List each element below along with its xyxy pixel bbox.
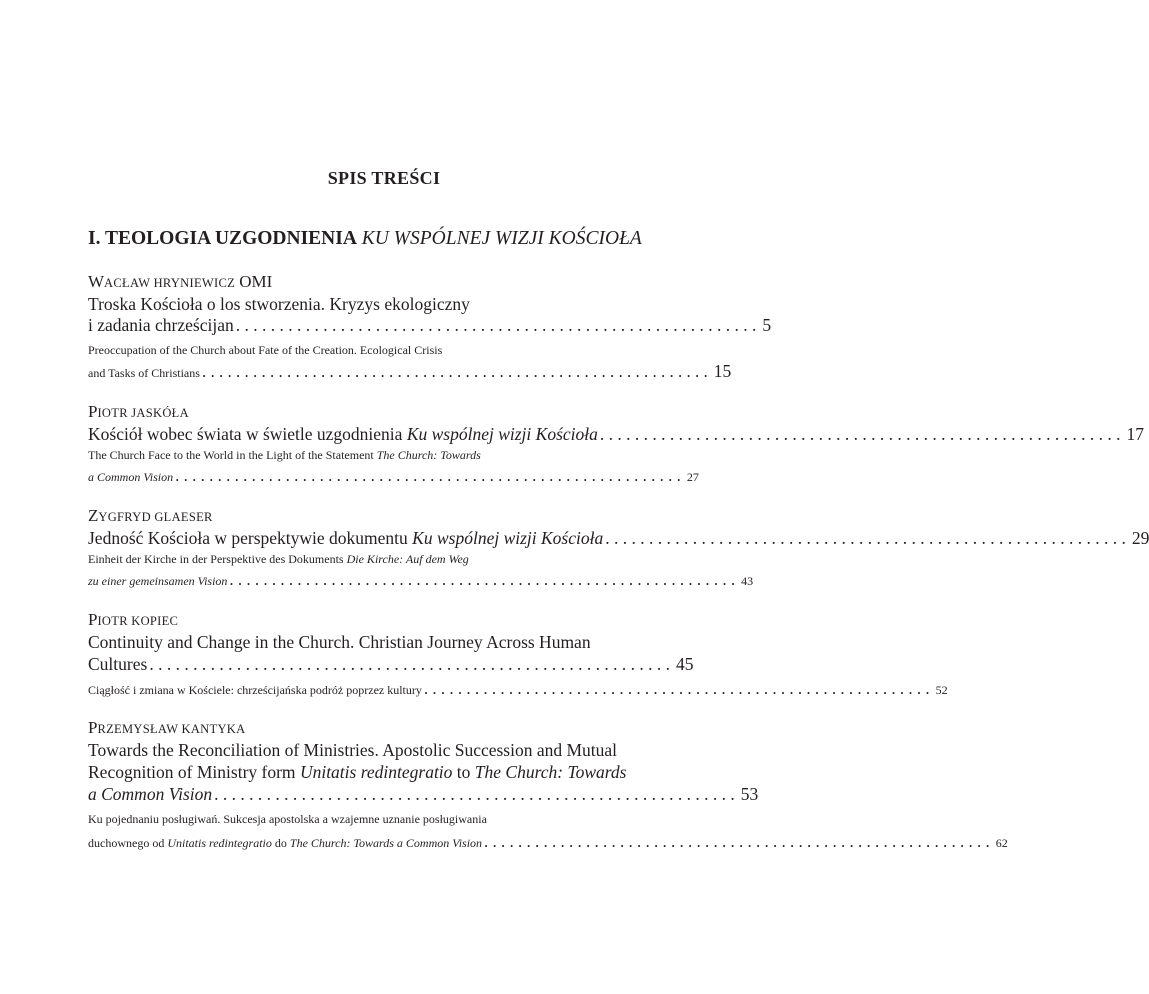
translation-text: Einheit der Kirche in der Perspektive des Dokuments xyxy=(88,552,347,566)
author-suffix: OMI xyxy=(239,272,273,291)
entry-title-line xyxy=(88,762,627,783)
entry-title-line xyxy=(88,424,598,445)
entry-author xyxy=(88,272,272,292)
title-italic-text: Ku wspólnej wizji Kościoła xyxy=(406,424,598,444)
translation-italic-text: The Church: Towards xyxy=(376,448,481,462)
author-initial: P xyxy=(88,718,98,737)
title-text: Jedność Kościoła w perspektywie dokumentu xyxy=(88,528,413,548)
dot-leader: . . . . . . . . . . . . . . . . . . . . . . . . . . . . . . . . . . . . . . . . . . . . . . . . . . . . . . . . . . . . xyxy=(229,570,736,589)
entry-author xyxy=(88,506,213,526)
page-number: 27 xyxy=(686,470,699,484)
entry-author xyxy=(88,610,178,630)
entry-translation-line xyxy=(88,448,481,463)
title-text: Recognition of Ministry form xyxy=(88,762,300,782)
title-italic-text: Ku wspólnej wizji Kościoła xyxy=(412,528,604,548)
entry-title-line: Towards the Reconciliation of Ministries. Apostolic Succession and Mutual xyxy=(88,740,618,760)
page-number: 52 xyxy=(935,683,948,697)
title-text: to xyxy=(452,762,475,782)
author-initial: W xyxy=(88,272,105,291)
title-italic-text: The Church: Towards xyxy=(474,762,627,782)
page-number: 5 xyxy=(762,315,772,335)
section-heading xyxy=(88,228,642,250)
entry-title-line: Troska Kościoła o los stworzenia. Kryzys ekologiczny xyxy=(88,294,470,314)
toc-entry-link[interactable] xyxy=(88,832,1008,852)
dot-leader: . . . . . . . . . . . . . . . . . . . . . . . . . . . . . . . . . . . . . . . . . . . . . . . . . . . . . . . . . . . . xyxy=(605,528,1126,548)
entry-translation-line: Preoccupation of the Church about Fate of the Creation. Ecological Crisis xyxy=(88,343,443,357)
page-title: SPIS TREŚCI xyxy=(327,168,441,188)
translation-italic-text: Unitatis redintegratio xyxy=(167,836,272,850)
translation-text: The Church Face to the World in the Light of the Statement xyxy=(88,448,377,462)
entry-translation-line xyxy=(88,552,469,567)
translation-italic-text: The Church: Towards a Common Vision xyxy=(289,836,483,850)
toc-entry-link[interactable] xyxy=(88,654,694,675)
toc-entry-link[interactable] xyxy=(88,424,1145,445)
translation-text: duchownego od xyxy=(88,836,168,850)
page-number: 17 xyxy=(1126,424,1145,444)
author-name-smallcaps: YGFRYD GLAESER xyxy=(98,510,213,524)
author-initial: P xyxy=(88,402,98,421)
page-number: 15 xyxy=(713,361,732,381)
toc-entry-link[interactable] xyxy=(88,570,754,590)
entry-title-line: i zadania chrześcijan xyxy=(88,315,234,335)
entry-translation-line: and Tasks of Christians xyxy=(88,366,200,380)
section-heading-number-title: I. TEOLOGIA UZGODNIENIA xyxy=(88,228,357,249)
entry-title-line: a Common Vision xyxy=(88,784,213,804)
entry-translation-line: Ciągłość i zmiana w Kościele: chrześcijańska podróż poprzez kultury xyxy=(88,683,422,697)
dot-leader: . . . . . . . . . . . . . . . . . . . . . . . . . . . . . . . . . . . . . . . . . . . . . . . . . . . . . . . . . . . . xyxy=(423,679,930,698)
dot-leader: . . . . . . . . . . . . . . . . . . . . . . . . . . . . . . . . . . . . . . . . . . . . . . . . . . . . . . . . . . . . xyxy=(201,362,708,381)
author-name-smallcaps: IOTR KOPIEC xyxy=(97,614,179,628)
entry-translation-line: Ku pojednaniu posługiwań. Sukcesja apostolska a wzajemne uznanie posługiwania xyxy=(88,812,487,826)
page-number: 45 xyxy=(675,654,694,674)
dot-leader: . . . . . . . . . . . . . . . . . . . . . . . . . . . . . . . . . . . . . . . . . . . . . . . . . . . . . . . . . . . . xyxy=(484,832,990,851)
author-name-smallcaps: ACŁAW HRYNIEWICZ xyxy=(104,276,236,290)
author-name-smallcaps: RZEMYSŁAW KANTYKA xyxy=(97,722,246,736)
translation-italic-text: Die Kirche: Auf dem Weg xyxy=(346,552,469,566)
page-number: 62 xyxy=(995,836,1008,850)
page-number: 29 xyxy=(1131,528,1149,548)
entry-translation-line xyxy=(88,836,482,851)
toc-entry-link[interactable] xyxy=(88,361,732,382)
page-number: 53 xyxy=(740,784,759,804)
entry-author xyxy=(88,402,189,422)
dot-leader: . . . . . . . . . . . . . . . . . . . . . . . . . . . . . . . . . . . . . . . . . . . . . . . . . . . . . . . . . . . . xyxy=(235,315,757,335)
entry-author xyxy=(88,718,245,738)
toc-entry-link[interactable] xyxy=(88,528,1149,549)
toc-entry-link[interactable] xyxy=(88,315,772,336)
author-name-smallcaps: IOTR JASKÓŁA xyxy=(97,406,189,420)
entry-translation-line: a Common Vision xyxy=(88,470,174,484)
entry-title-line xyxy=(88,528,603,549)
dot-leader: . . . . . . . . . . . . . . . . . . . . . . . . . . . . . . . . . . . . . . . . . . . . . . . . . . . . . . . . . . . . xyxy=(214,784,735,804)
entry-title-line: Cultures xyxy=(88,654,148,674)
toc-entry-link[interactable] xyxy=(88,679,948,699)
toc-entry-link[interactable] xyxy=(88,466,699,486)
entry-title-line: Continuity and Change in the Church. Christian Journey Across Human xyxy=(88,632,591,652)
dot-leader: . . . . . . . . . . . . . . . . . . . . . . . . . . . . . . . . . . . . . . . . . . . . . . . . . . . . . . . . . . . . xyxy=(175,466,681,485)
toc-entry-link[interactable] xyxy=(88,784,759,805)
translation-text: do xyxy=(271,836,290,850)
dot-leader: . . . . . . . . . . . . . . . . . . . . . . . . . . . . . . . . . . . . . . . . . . . . . . . . . . . . . . . . . . . . xyxy=(149,654,670,674)
author-initial: P xyxy=(88,610,98,629)
author-initial: Z xyxy=(88,506,99,525)
entry-translation-line: zu einer gemeinsamen Vision xyxy=(88,574,228,588)
dot-leader: . . . . . . . . . . . . . . . . . . . . . . . . . . . . . . . . . . . . . . . . . . . . . . . . . . . . . . . . . . . . xyxy=(599,424,1121,444)
section-heading-italic-title: KU WSPÓLNEJ WIZJI KOŚCIOŁA xyxy=(361,228,642,249)
page-number: 43 xyxy=(741,574,754,588)
title-italic-text: Unitatis redintegratio xyxy=(299,762,453,782)
title-text: Kościół wobec świata w świetle uzgodnienia xyxy=(88,424,407,444)
